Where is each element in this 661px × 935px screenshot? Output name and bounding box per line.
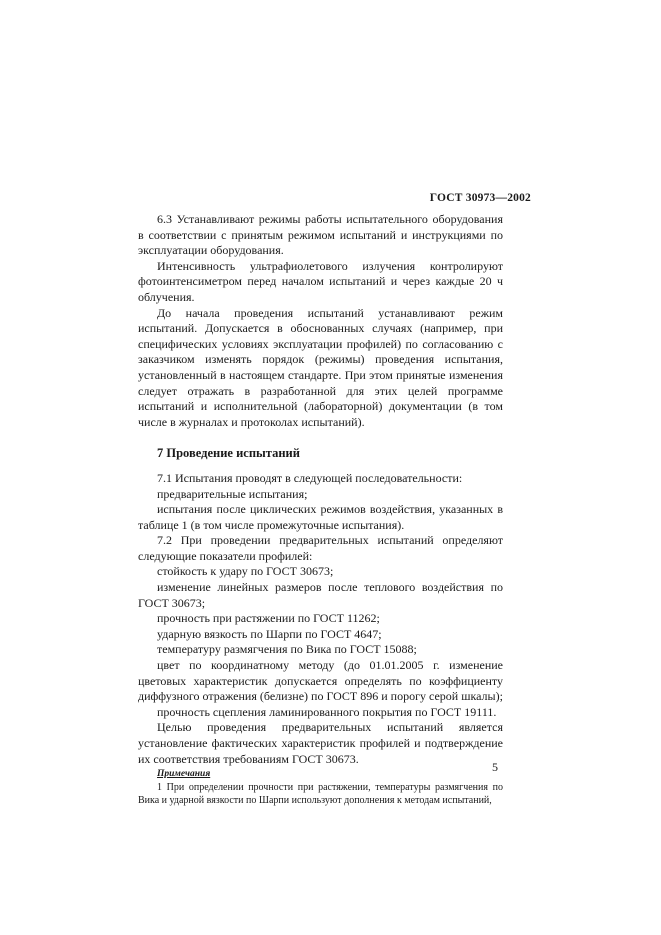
list-item-cyclic: испытания после циклических режимов воздействия, указанных в таблице 1 (в том числе промежуточные испытания). [138,502,503,532]
list-item: прочность при растяжении по ГОСТ 11262; [157,611,380,626]
paragraph-purpose: Целью проведения предварительных испытаний является установление фактических характеристик профилей и подтверждение их соответствия требованиям ГОСТ 30673. [138,720,503,766]
paragraph-7-2: 7.2 При проведении предварительных испытаний определяют следующие показатели профилей: [138,533,503,563]
paragraph-7-1: 7.1 Испытания проводят в следующей последовательности: [157,470,463,485]
paragraph-test-mode: До начала проведения испытаний устанавливают режим испытаний. Допускается в обоснованных случаях (например, при специфических условиях эксплуатации профилей) по согласованию с заказчиком изменять порядок (режимы) проведения испытания, установленный в настоящем стандарте. При этом принятые изменения следует отражать в разработанной для этих целей программе испытаний и исполнительной (лабораторной) документации (в том числе в журналах и протоколах испытаний). [138,305,503,429]
list-item: температуру размягчения по Вика по ГОСТ 15088; [157,642,417,657]
document-body [138,212,503,807]
paragraph-6-3: 6.3 Устанавливают режимы работы испытательного оборудования в соответствии с принятым режимом испытаний и инструкциями по эксплуатации оборудования. [138,212,503,258]
paragraph-uv-intensity: Интенсивность ультрафиолетового излучения контролируют фотоинтенсиметром перед началом испытаний и через каждые 20 ч облучения. [138,258,503,304]
document-header: ГОСТ 30973—2002 [429,192,531,204]
list-item: цвет по координатному методу (до 01.01.2005 г. изменение цветовых характеристик допускается определять по коэффициенту диффузного отражения (белизне) по ГОСТ 896 и порогу серой шкалы); [138,658,503,704]
page-number: 5 [492,760,498,774]
list-item: ударную вязкость по Шарпи по ГОСТ 4647; [157,626,382,641]
list-item: прочность сцепления ламинированного покрытия по ГОСТ 19111. [157,704,497,719]
list-item-preliminary: предварительные испытания; [157,486,308,501]
list-item: изменение линейных размеров после теплового воздействия по ГОСТ 30673; [138,580,503,610]
note-1: 1 При определении прочности при растяжении, температуры размягчения по Вика и ударной вязкости по Шарпи используют дополнения к методам испытаний, [138,782,503,807]
section-title: 7 Проведение испытаний [157,446,300,461]
list-item: стойкость к удару по ГОСТ 30673; [157,564,334,579]
notes-heading: Примечания [157,769,211,780]
